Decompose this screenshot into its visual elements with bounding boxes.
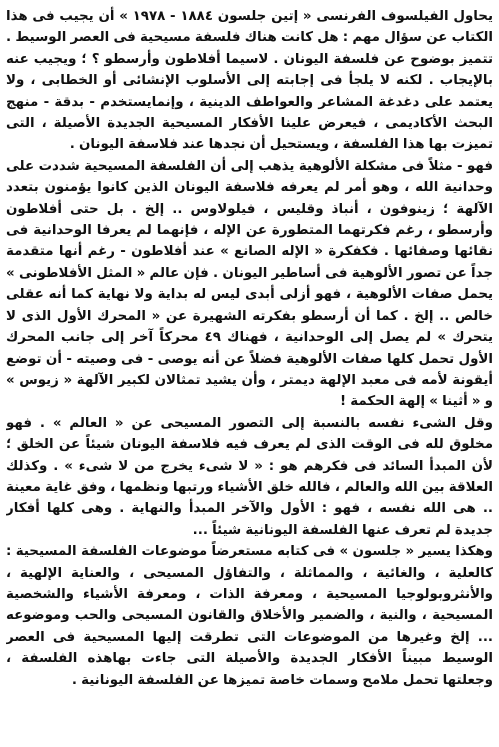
document-page xyxy=(6,6,493,741)
paragraph-divinity: فهو - مثلاً فى مشكلة الألوهية يذهب إلى أن الفلسفة المسيحية شددت على وحدانية الله ، وهو أمر لم يعرفه فلاسفة اليونان الذين كانوا يؤمنون بتعدد الآلهة ؛ زينوفون ، أنباذ وقليس ، فيلولاوس .. إلخ . بل حتى أفلاطون وأرسطو ، رغم فكرتهما المتطورة عن الإله ، فإنهما لم يعرفا الوحدانية فى نقائها وصفائها . فكفكرة « الإله الصانع » عند أفلاطون - رغم أنها متقدمة جداً عن تصور الألوهية فى أساطير اليونان . فإن عالم « المثل الأفلاطونى » يحمل صفات الألوهية ، فهو أزلى أبدى ليس له بداية ولا نهاية كما أنه عقلى خالص .. إلخ . كما أن أرسطو بفكرته الشهيرة عن « المحرك الأول الذى لا يتحرك » لم يصل إلى الوحدانية ، فهناك ٤٩ محركاً آخر إلى جانب المحرك الأول تحمل كلها صفات الألوهية فضلاً عن أنه يوصى - فى وصيته - أن توضع أيقونة لأمه فى معبد الإلهة ديمتر ، وأن يشيد تمثالان لكبير الآلهة « زيوس » و « أثينا » إلهة الحكمة ! xyxy=(6,158,493,410)
paragraph-world: وقل الشىء نفسه بالنسبة إلى التصور المسيحى عن « العالم » . فهو مخلوق لله فى الوقت الذى لم يعرف فيه فلاسفة اليونان شيئاً عن الخلق ؛ لأن المبدأ السائد فى فكرهم هو : « لا شىء يخرج من لا شىء » . وكذلك العلاقة بين الله والعالم ، فالله خلق الأشياء ورتبها ونظمها ، وفق غاية معينة .. هى الله نفسه ، فهو : الأول والآخر المبدأ والنهاية . وهى كلها أفكار جديدة لم تعرف عنها الفلسفة اليونانية شيئاً ... xyxy=(6,415,493,538)
paragraph-topics: وهكذا يسير « جلسون » فى كتابه مستعرضاً موضوعات الفلسفة المسيحية : كالعلية ، والغائية ، والمماثلة ، والتفاؤل المسيحى ، والعناية الإلهية ، والأنثروبولوجيا المسيحية ، ومعرفة الذات ، ومعرفة الأشياء والشخصية المسيحية ، والنية ، والضمير والأخلاق والقانون المسيحى والحب وموضوعه ... إلخ وغيرها من الموضوعات التى تطرقت إليها المسيحية فى العصر الوسيط مبيناً الأفكار الجديدة والأصيلة التى جاءت بهاهذه الفلسفة ، وجعلتها تحمل ملامح وسمات خاصة تميزها عن الفلسفة اليونانية . xyxy=(6,544,493,688)
paragraph-intro: يحاول الفيلسوف الفرنسى « إتين جلسون ١٨٨٤ - ١٩٧٨ » أن يجيب فى هذا الكتاب عن سؤال مهم : هل كانت هناك فلسفة مسيحية فى العصر الوسيط . تتميز بوضوح عن فلسفة اليونان . لاسيما أفلاطون وأرسطو ؟ ؛ ويجيب عنه بالإيجاب . لكنه لا يلجأ فى إجابته إلى الأسلوب الإنشائى أو الخطابى ، ولا يعتمد على دغدغة المشاعر والعواطف الدينية ، وإنمايستخدم - بدقة - منهج البحث الأكاديمى ، فيعرض علينا الأفكار المسيحية الجديدة الأصيلة ، التى تميزت بها هذا الفلسفة ، ويستحيل أن نجدها عند فلاسفة اليونان . xyxy=(6,9,493,153)
